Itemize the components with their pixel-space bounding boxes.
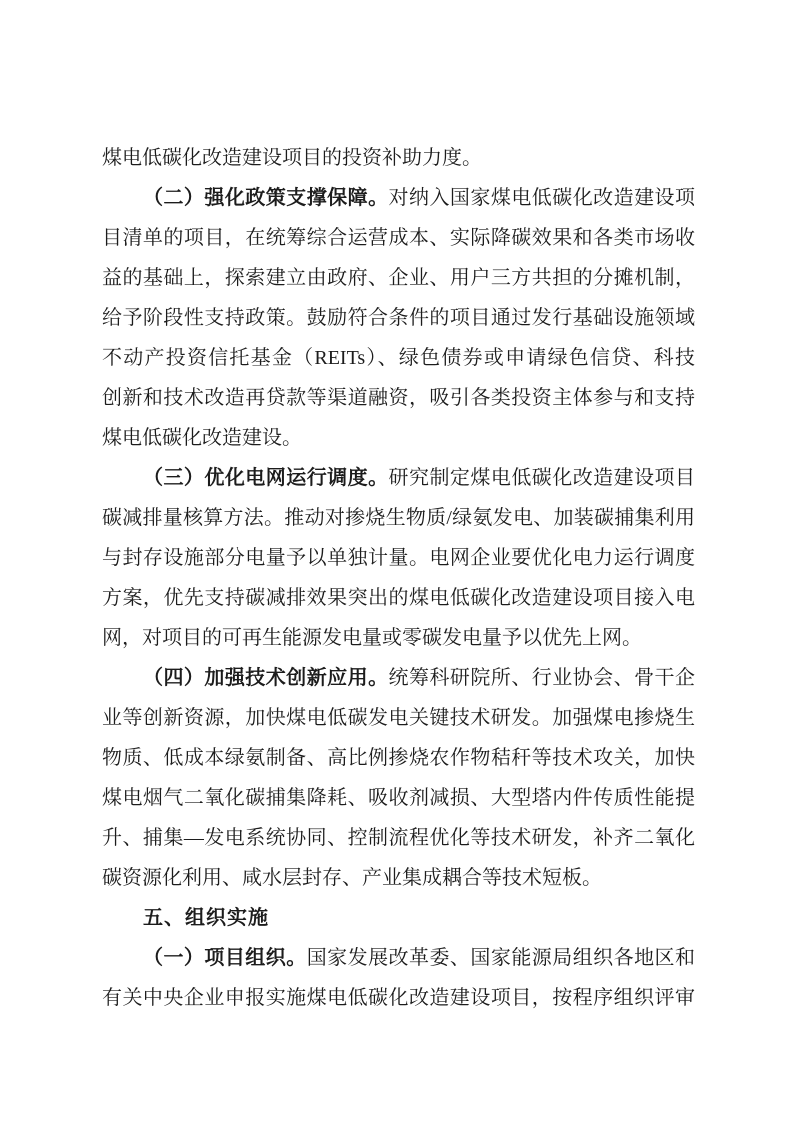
text-line — [102, 498, 695, 538]
text-line — [102, 458, 695, 498]
text-line — [102, 778, 695, 818]
text-line — [102, 618, 695, 658]
line-body-text: 给予阶段性支持政策。鼓励符合条件的项目通过发行基础设施领域 — [102, 307, 695, 329]
line-body-text: 统筹科研院所、行业协会、骨干企 — [388, 667, 696, 689]
line-body-text: 创新和技术改造再贷款等渠道融资，吸引各类投资主体参与和支持 — [102, 387, 695, 409]
document-text-block — [102, 138, 695, 1018]
line-body-text: 煤电烟气二氧化碳捕集降耗、吸收剂减损、大型塔内件传质性能提 — [102, 787, 695, 809]
text-line — [102, 938, 695, 978]
text-line — [102, 138, 695, 178]
line-body-text: 与封存设施部分电量予以单独计量。电网企业要优化电力运行调度 — [102, 547, 695, 569]
heading-text: 五、组织实施 — [143, 907, 269, 929]
line-body-text: 业等创新资源，加快煤电低碳发电关键技术研发。加强煤电掺烧生 — [102, 707, 695, 729]
text-line — [102, 858, 695, 898]
text-line — [102, 578, 695, 618]
text-line — [102, 258, 695, 298]
line-body-text: 研究制定煤电低碳化改造建设项目 — [388, 467, 696, 489]
line-body-text: 碳资源化利用、咸水层封存、产业集成耦合等技术短板。 — [102, 867, 602, 889]
line-body-text: 国家发展改革委、国家能源局组织各地区和 — [306, 947, 696, 969]
text-line — [102, 418, 695, 458]
text-line — [102, 698, 695, 738]
text-line — [102, 538, 695, 578]
line-body-text: 益的基础上，探索建立由政府、企业、用户三方共担的分摊机制， — [102, 267, 695, 289]
line-body-text: 煤电低碳化改造建设。 — [102, 427, 302, 449]
text-line — [102, 738, 695, 778]
text-line — [102, 658, 695, 698]
text-line — [102, 178, 695, 218]
line-body-text: 物质、低成本绿氨制备、高比例掺烧农作物秸秆等技术攻关，加快 — [102, 747, 695, 769]
text-line — [102, 218, 695, 258]
line-body-text: 有关中央企业申报实施煤电低碳化改造建设项目，按程序组织评审 — [102, 987, 695, 1009]
line-body-text: 升、捕集—发电系统协同、控制流程优化等技术研发，补齐二氧化 — [102, 827, 695, 849]
line-body-text: 方案，优先支持碳减排效果突出的煤电低碳化改造建设项目接入电 — [102, 587, 695, 609]
text-line — [102, 298, 695, 338]
text-line — [102, 978, 695, 1018]
line-body-text: 对纳入国家煤电低碳化改造建设项 — [388, 187, 696, 209]
line-body-text: 网，对项目的可再生能源发电量或零碳发电量予以优先上网。 — [102, 627, 642, 649]
text-line — [102, 818, 695, 858]
line-body-text: 不动产投资信托基金（REITs）、绿色债券或申请绿色信贷、科技 — [102, 347, 695, 369]
line-emphasis-text: （二）强化政策支撑保障。 — [143, 187, 389, 209]
line-emphasis-text: （四）加强技术创新应用。 — [143, 667, 389, 689]
section-heading-line — [102, 898, 695, 938]
text-line — [102, 378, 695, 418]
line-emphasis-text: （三）优化电网运行调度。 — [143, 467, 389, 489]
line-body-text: 碳减排量核算方法。推动对掺烧生物质/绿氨发电、加装碳捕集利用 — [102, 507, 695, 529]
line-body-text: 煤电低碳化改造建设项目的投资补助力度。 — [102, 147, 482, 169]
line-emphasis-text: （一）项目组织。 — [143, 947, 307, 969]
line-body-text: 目清单的项目，在统筹综合运营成本、实际降碳效果和各类市场收 — [102, 227, 695, 249]
text-line — [102, 338, 695, 378]
